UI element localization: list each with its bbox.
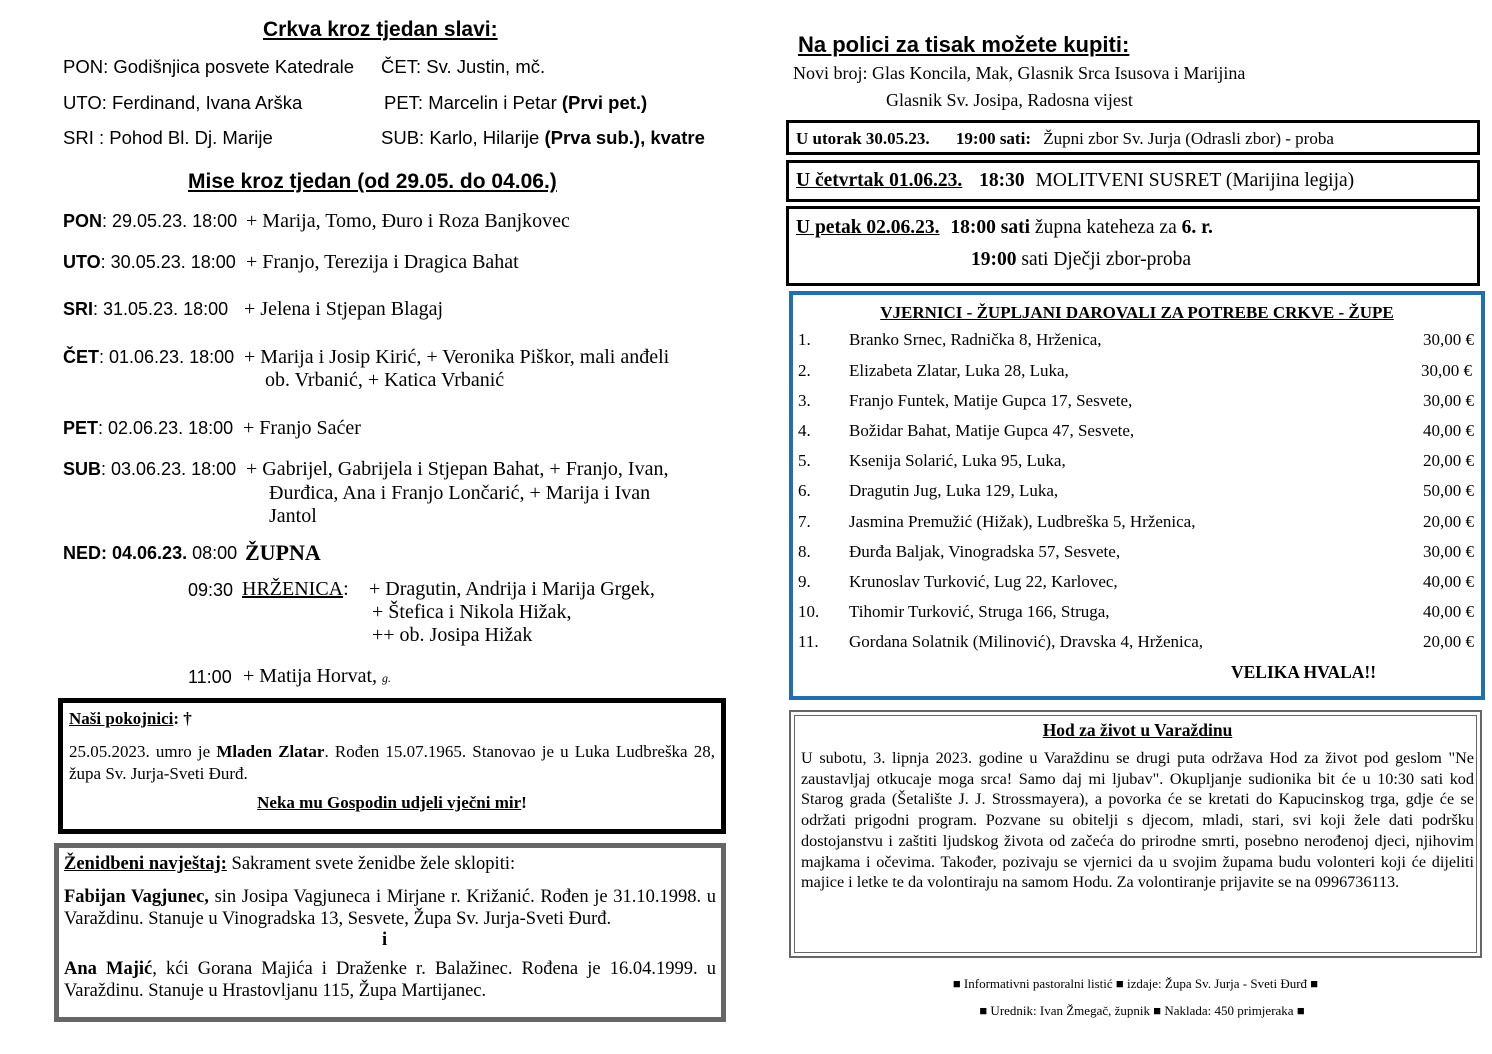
press-title: Na polici za tisak možete kupiti: bbox=[798, 32, 1130, 57]
deceased-prayer: Neka mu Gospodin udjeli vječni mir! bbox=[257, 793, 527, 812]
mass-sun-intent-1: + Dragutin, Andrija i Marija Grgek, bbox=[369, 578, 655, 600]
mass-row-mon: PON: 29.05.23. 18:00 bbox=[63, 211, 238, 231]
thursday-box bbox=[786, 160, 1480, 202]
mass-sun-time2: 09:30 bbox=[188, 580, 234, 600]
donation-row: 8. Đurđa Baljak, Vinogradska 57, Sesvete, 30,00 € bbox=[798, 542, 1474, 561]
mass-intent-mon: + Marija, Tomo, Đuro i Roza Banjkovec bbox=[246, 210, 570, 232]
marriage-box bbox=[54, 843, 726, 1022]
friday-box bbox=[786, 206, 1480, 286]
mass-intent-thu: + Marija i Josip Kirić, + Veronika Piškor, mali anđeli bbox=[244, 346, 670, 368]
mass-intent-sat-2: Đurđica, Ana i Franjo Lončarić, + Marija i Ivan bbox=[269, 482, 651, 504]
mass-row-sat: SUB: 03.06.23. 18:00 bbox=[63, 459, 237, 479]
mass-sun-intent-2: + Štefica i Nikola Hižak, bbox=[372, 601, 572, 623]
mass-sun-place: HRŽENICA: bbox=[242, 578, 349, 600]
deceased-text: 25.05.2023. umro je Mladen Zlatar. Rođen 15.07.1965. Stanovao je u Luka Ludbreška 28, župa Sv. Jurja-Sveti Đurđ. bbox=[69, 742, 715, 783]
mass-row-wed: SRI: 31.05.23. 18:00 bbox=[63, 299, 229, 319]
mass-intent-wed: + Jelena i Stjepan Blagaj bbox=[244, 298, 444, 320]
mass-row-fri: PET: 02.06.23. 18:00 bbox=[63, 418, 234, 438]
mass-sun-time3: 11:00 bbox=[188, 667, 232, 687]
deceased-title: Naši pokojnici: † bbox=[69, 709, 192, 728]
friday-line-2: 19:00 sati Dječji zbor-proba bbox=[971, 249, 1192, 270]
mass-intent-thu-2: ob. Vrbanić, + Katica Vrbanić bbox=[265, 369, 505, 391]
mass-sun-intent-3: ++ ob. Josipa Hižak bbox=[372, 624, 533, 646]
mass-intent-sat-3: Jantol bbox=[269, 505, 317, 527]
feast-tue: UTO: Ferdinand, Ivana Arška bbox=[63, 92, 303, 113]
deceased-box bbox=[58, 698, 726, 834]
donation-row: 4. Božidar Bahat, Matije Gupca 47, Sesvete, 40,00 € bbox=[798, 421, 1474, 440]
feast-mon: PON: Godišnjica posvete Katedrale bbox=[63, 56, 355, 77]
mass-intent-tue: + Franjo, Terezija i Dragica Bahat bbox=[246, 251, 519, 273]
donation-row: 3. Franjo Funtek, Matije Gupca 17, Sesvete, 30,00 € bbox=[798, 391, 1474, 410]
mass-row-sun: NED: 04.06.23. 08:00 bbox=[63, 543, 238, 563]
marriage-groom: Fabijan Vagjunec, sin Josipa Vagjuneca i Mirjane r. Križanić. Rođen je 31.10.1998. u Varaždinu. Stanuje u Vinogradska 13, Sesvete, Župa Sv. Jurja-Sveti Đurđ. bbox=[64, 887, 717, 929]
marriage-and: i bbox=[382, 930, 388, 950]
footer-line-2: ■ Urednik: Ivan Žmegač, župnik ■ Naklada: 450 primjeraka ■ bbox=[979, 1003, 1305, 1018]
masses-title: Mise kroz tjedan (od 29.05. do 04.06.) bbox=[188, 170, 557, 193]
walk-box bbox=[789, 710, 1482, 958]
mass-sun-parish: ŽUPNA bbox=[245, 540, 321, 565]
donation-row: 5. Ksenija Solarić, Luka 95, Luka, 20,00 € bbox=[798, 451, 1474, 470]
donation-row: 2. Elizabeta Zlatar, Luka 28, Luka, 30,00 € bbox=[798, 361, 1472, 380]
walk-title: Hod za život u Varaždinu bbox=[1042, 720, 1233, 740]
marriage-bride: Ana Majić, kći Gorana Majića i Draženke r. Balažinec. Rođena je 16.04.1999. u Varaždinu. Stanuje u Hrastovljanu 115, Župa Martijanec. bbox=[64, 959, 716, 1001]
feast-sat: SUB: Karlo, Hilarije (Prva sub.), kvatre bbox=[381, 127, 705, 148]
mass-intent-fri: + Franjo Saćer bbox=[243, 417, 361, 439]
mass-intent-sat: + Gabrijel, Gabrijela i Stjepan Bahat, + Franjo, Ivan, bbox=[246, 458, 669, 480]
donation-row: 6. Dragutin Jug, Luka 129, Luka, 50,00 € bbox=[798, 481, 1474, 500]
thursday-text: U četvrtak 01.06.23. 18:30 MOLITVENI SUSRET (Marijina legija) bbox=[796, 170, 1355, 191]
friday-line-1: U petak 02.06.23. 18:00 sati župna kateheza za 6. r. bbox=[796, 217, 1213, 238]
walk-text: U subotu, 3. lipnja 2023. godine u Varaždinu se drugi puta održava Hod za život pod geslom "Ne zaustavljaj otkucaje moga srca! Samo daj mi ljubav". Okupljanje sudionika bit će u 10:30 sati kod Starog grada (Šetalište J. J. Strossmayera), a povorka će se kretati do Kapucinskog trga, gdje će se održati prigodni program. Pozvane su obitelji s djecom, mladi, stari, svi koji žele dati podršku dostojanstvu i zaštiti ljudskog života od začeća do prirodne smrti, posebno nerođenoj djeci, njihovim majkama i očevima. Također, pozivaju se vjernici da u svojim župama budu volonteri koji će dijeliti majice i letke te da volontiraju na samom Hodu. Za volontiranje prijavite se na 0996736113. bbox=[801, 749, 1474, 892]
feast-wed: SRI : Pohod Bl. Dj. Marije bbox=[63, 127, 273, 148]
press-line-2: Glasnik Sv. Josipa, Radosna vijest bbox=[886, 90, 1133, 110]
feast-thu: ČET: Sv. Justin, mč. bbox=[381, 56, 546, 77]
feasts-title: Crkva kroz tjedan slavi: bbox=[263, 18, 498, 41]
footer-line-1: ■ Informativni pastoralni listić ■ izdaje: Župa Sv. Jurja - Sveti Đurđ ■ bbox=[952, 976, 1319, 991]
mass-row-tue: UTO: 30.05.23. 18:00 bbox=[63, 252, 236, 272]
press-line-1: Novi broj: Glas Koncila, Mak, Glasnik Srca Isusova i Marijina bbox=[793, 63, 1246, 83]
mass-row-thu: ČET: 01.06.23. 18:00 bbox=[63, 347, 235, 367]
donations-title: VJERNICI - ŽUPLJANI DAROVALI ZA POTREBE CRKVE - ŽUPE bbox=[880, 303, 1394, 322]
donation-row: 7. Jasmina Premužić (Hižak), Ludbreška 5, Hrženica, 20,00 € bbox=[798, 512, 1474, 531]
donation-row: 9. Krunoslav Turković, Lug 22, Karlovec, 40,00 € bbox=[798, 572, 1474, 591]
tuesday-box bbox=[786, 120, 1480, 155]
marriage-title: Ženidbeni navještaj: Sakrament svete ženidbe žele sklopiti: bbox=[64, 854, 516, 874]
donation-row: 11. Gordana Solatnik (Milinović), Dravska 4, Hrženica, 20,00 € bbox=[798, 632, 1474, 651]
donation-row: 10. Tihomir Turković, Struga 166, Struga, 40,00 € bbox=[798, 602, 1474, 621]
donation-row: 1. Branko Srnec, Radnička 8, Hrženica, 30,00 € bbox=[798, 330, 1474, 349]
tuesday-text: U utorak 30.05.23. 19:00 sati: Župni zbor Sv. Jurja (Odrasli zbor) - proba bbox=[796, 129, 1334, 148]
donations-thanks: VELIKA HVALA!! bbox=[1231, 662, 1377, 682]
mass-sun-intent-4: + Matija Horvat, g. bbox=[243, 665, 392, 687]
feast-fri: PET: Marcelin i Petar (Prvi pet.) bbox=[384, 92, 648, 113]
